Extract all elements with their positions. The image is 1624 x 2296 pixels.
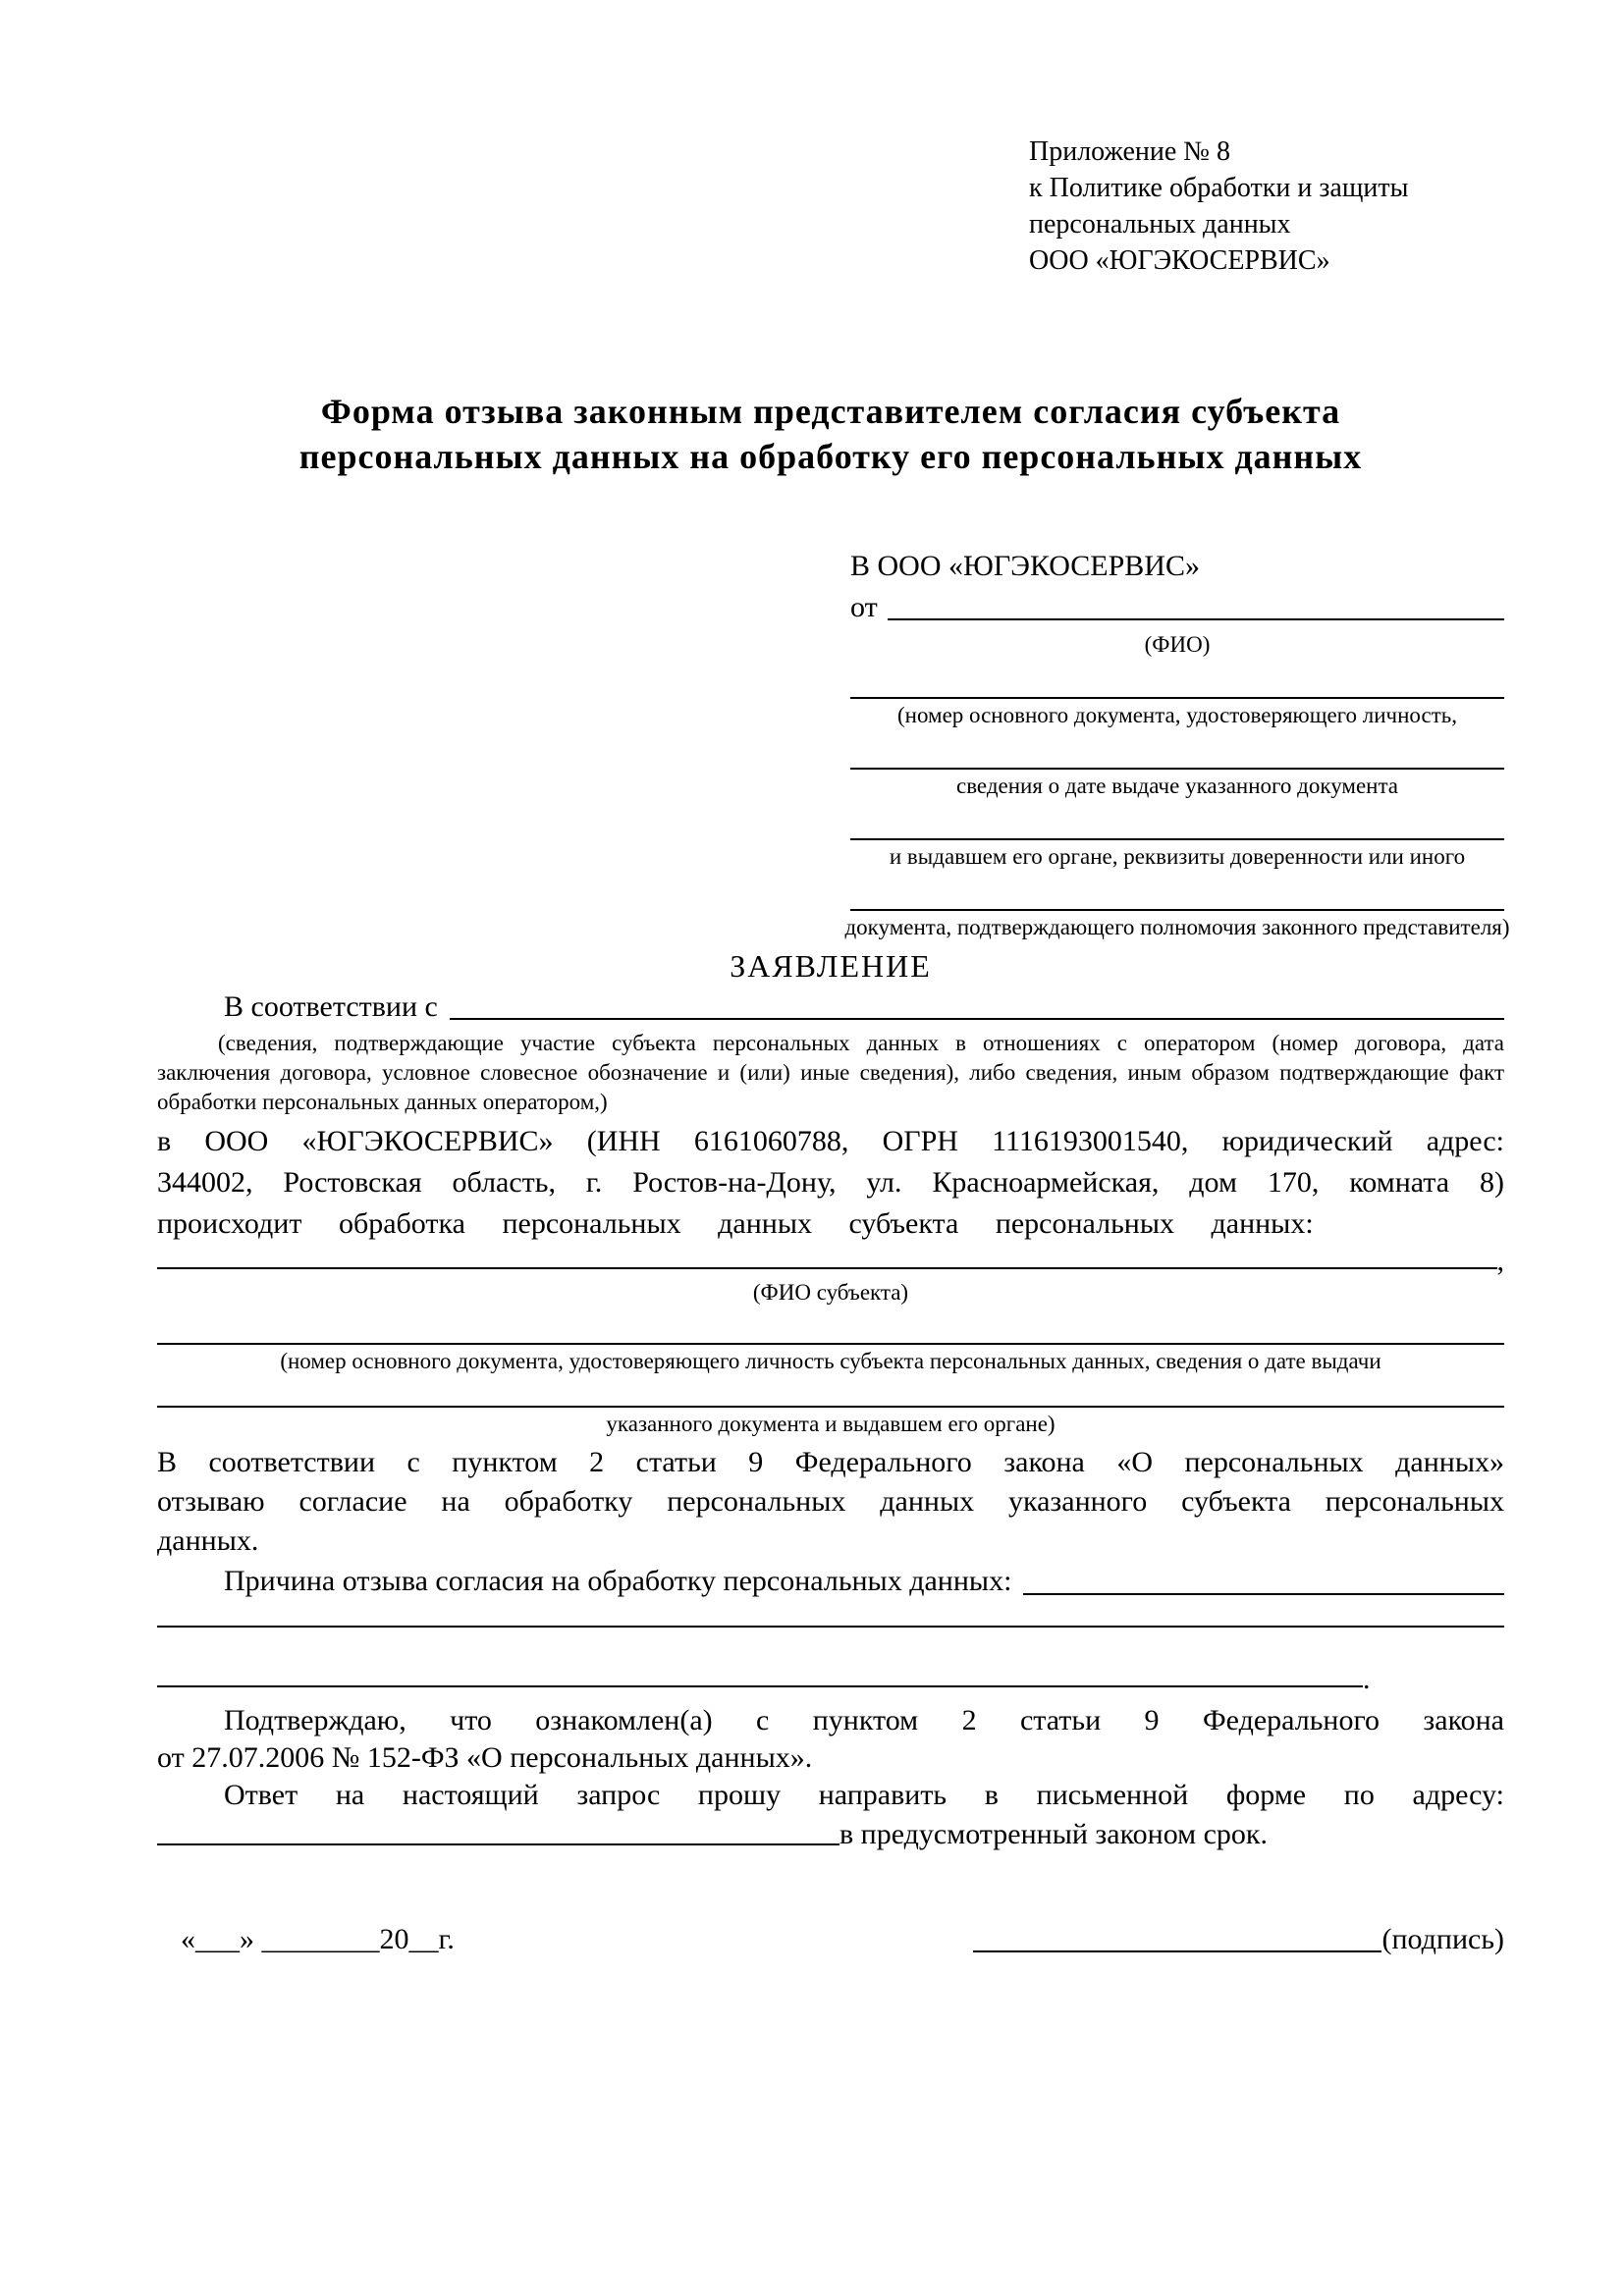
withdraw-paragraph-line: отзываю согласие на обработку персональных данных указанного субъекта персональных [157, 1485, 1504, 1518]
reason-blank-line-3 [157, 1685, 1363, 1687]
signature-blank-line [973, 1950, 1381, 1952]
statement-body [157, 944, 1504, 1959]
appendix-note-line: Приложение № 8 [1029, 136, 1230, 167]
reason-label: Причина отзыва согласия на обработку персональных данных: [224, 1565, 1012, 1597]
appendix-note-line: к Политике обработки и защиты [1029, 173, 1409, 203]
document-title-line: персональных данных на обработку его персональных данных [298, 437, 1363, 476]
operator-paragraph-line: происходит обработка персональных данных субъекта персональных данных: [157, 1207, 1314, 1240]
reason-blank-row-3 [157, 1661, 1504, 1694]
blank-line-caption: документа, подтверждающего полномочия законного представителя) [844, 915, 1510, 939]
withdraw-paragraph-line: данных. [157, 1524, 259, 1557]
subject-fio-blank-row [157, 1247, 1504, 1276]
operator-paragraph-line: в ООО «ЮГЭКОСЕРВИС» (ИНН 6161060788, ОГРН 1116193001540, юридический адрес: [157, 1125, 1504, 1157]
addressee-block [844, 546, 1510, 942]
comma-suffix: , [1496, 1245, 1504, 1277]
blank-line-caption: и выдавшем его органе, реквизиты доверенности или иного [889, 844, 1466, 869]
reason-blank-line-2 [157, 1626, 1504, 1628]
reply-paragraph-line: Ответ на настоящий запрос прошу направить в письменной форме по адресу: [224, 1779, 1504, 1811]
operator-paragraph [157, 1121, 1504, 1245]
intro-blank-line [450, 1018, 1504, 1020]
withdraw-paragraph [157, 1443, 1504, 1561]
blank-line-caption: (номер основного документа, удостоверяющего личность, [896, 703, 1457, 727]
subject-fio-caption: (ФИО субъекта) [752, 1280, 909, 1305]
reason-row [157, 1561, 1504, 1602]
reply-suffix: в предусмотренный законом срок. [839, 1818, 1268, 1850]
footer-row [157, 1920, 1504, 1959]
addressee-to: В ООО «ЮГЭКОСЕРВИС» [850, 550, 1200, 582]
subject-fio-blank-line [157, 1267, 1497, 1269]
period-suffix: . [1363, 1663, 1371, 1695]
signature-area [973, 1920, 1504, 1959]
appendix-note [1029, 133, 1520, 279]
appendix-note-line: ООО «ЮГЭКОСЕРВИС» [1029, 245, 1330, 276]
confirm-paragraph-line: от 27.07.2006 № 152-ФЗ «О персональных данных». [157, 1741, 813, 1774]
signature-caption: (подпись) [1381, 1923, 1504, 1955]
subject-doc-caption-line2: указанного документа и выдавшем его органе) [606, 1412, 1056, 1436]
reply-address-row [157, 1814, 1504, 1851]
withdraw-paragraph-line: В соответствии с пунктом 2 статьи 9 Федерального закона «О персональных данных» [157, 1446, 1504, 1478]
intro-note-line: (сведения, подтверждающие участие субъекта персональных данных в отношениях с оператором (номер договора, дата [218, 1031, 1504, 1055]
blank-line [850, 697, 1504, 699]
blank-line [850, 909, 1504, 911]
appendix-note-line: персональных данных [1029, 209, 1291, 240]
blank-line-caption: сведения о дате выдаче указанного документа [955, 774, 1399, 798]
date-blank-line: «___» ________20__г. [181, 1923, 455, 1955]
fio-caption: (ФИО) [1144, 632, 1211, 657]
intro-note-line: заключения договора, условное словесное обозначение и (или) иные сведения), либо сведения, иным образом подтверждающие факт [157, 1060, 1504, 1085]
confirm-paragraph-line: Подтверждаю, что ознакомлен(а) с пунктом 2 статьи 9 Федерального закона [224, 1704, 1504, 1736]
blank-line [850, 768, 1504, 770]
addressee-from-row [850, 587, 1504, 628]
document-title-line: Форма отзыва законным представителем согласия субъекта [320, 392, 1341, 431]
document-title [157, 389, 1504, 479]
intro-note [157, 1029, 1504, 1117]
statement-heading: ЗАЯВЛЕНИЕ [730, 948, 932, 984]
subject-doc-blank-line [157, 1406, 1504, 1408]
operator-paragraph-line: 344002, Ростовская область, г. Ростов-на-Дону, ул. Красноармейская, дом 170, комната 8) [157, 1166, 1504, 1199]
from-label: от [850, 591, 878, 623]
from-blank-line [888, 618, 1504, 620]
intro-row [157, 988, 1504, 1027]
confirm-paragraph [157, 1702, 1504, 1777]
intro-note-line: обработки персональных данных оператором,) [157, 1090, 608, 1114]
blank-line [850, 838, 1504, 840]
intro-prefix: В соответствии с [224, 990, 438, 1023]
reply-address-blank-line [157, 1843, 839, 1845]
subject-doc-blank-line [157, 1343, 1504, 1345]
subject-doc-caption-line1: (номер основного документа, удостоверяющего личность субъекта персональных данных, сведения о дате выдачи [280, 1349, 1381, 1373]
reason-blank-line [1023, 1593, 1504, 1595]
